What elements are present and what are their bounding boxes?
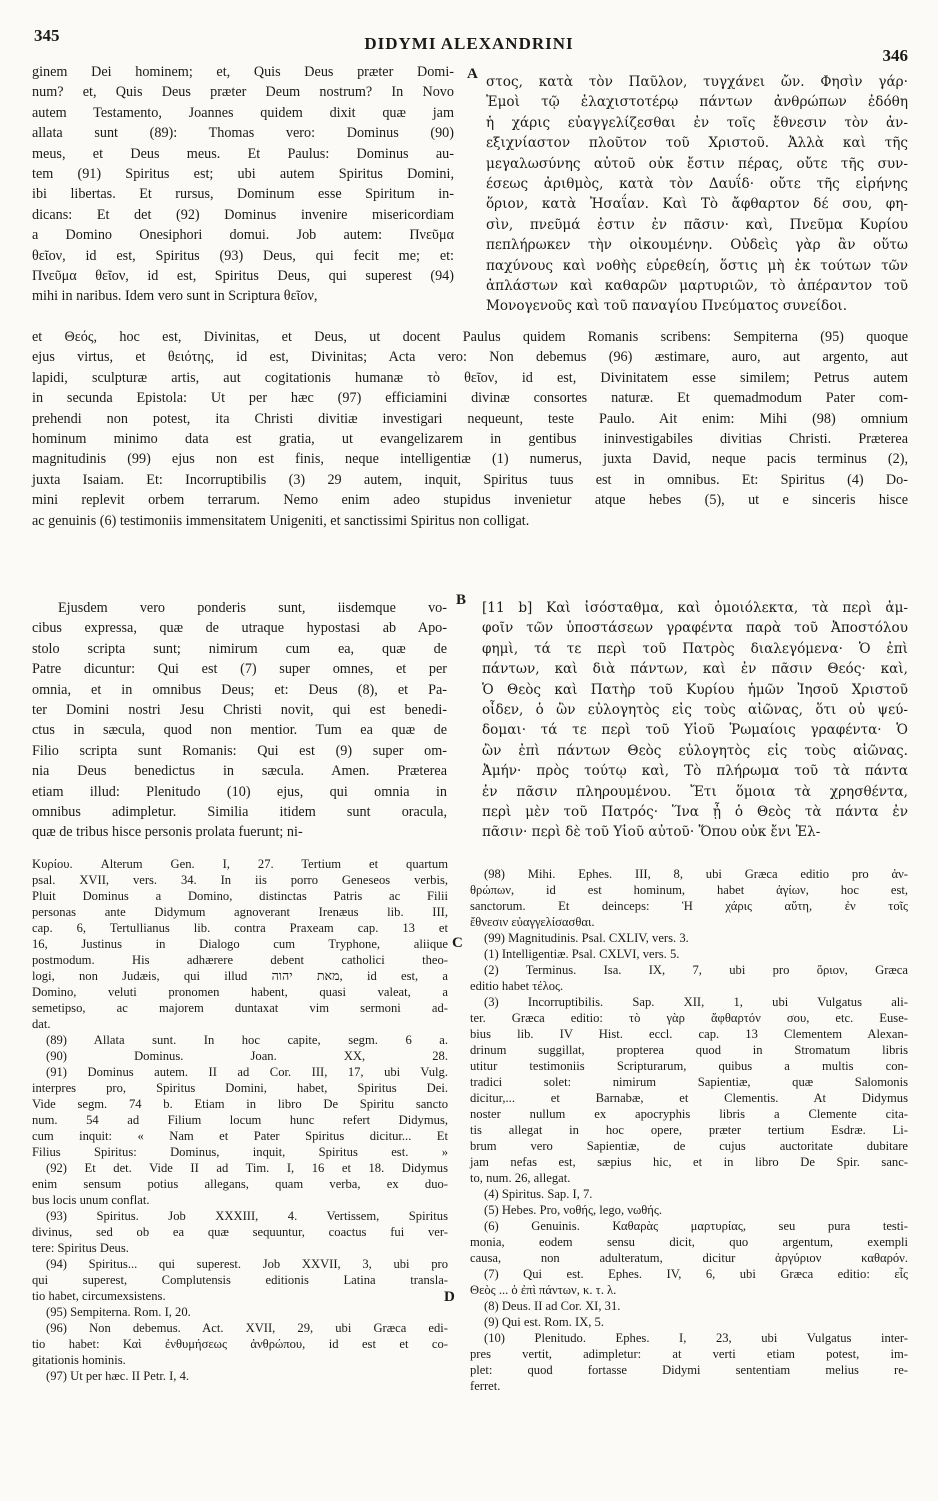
footnote-line: dicitur,... et Barnabæ, et Clementis. At Didymus (470, 1091, 908, 1105)
text-line: ctus in sæcula, quod non mentior. Tum ea quæ de (32, 722, 447, 739)
text-line: tem (91) Spiritus est; ubi autem Spiritus Domini, (32, 166, 454, 183)
footnote-line: tradici solet: nimirum Sapientiæ, quæ Salomonis (470, 1075, 908, 1089)
footnote-line: 16, Justinus in Dialogo cum Tryphone, aliique (32, 937, 448, 951)
text-line: et Θεός, hoc est, Divinitas, et Deus, ut docent Paulus quidem Romanis scribens: Sempiterna (95) quoque (32, 329, 908, 345)
footnote-line: (90) Dominus. Joan. XX, 28. (46, 1049, 448, 1063)
footnote-line: Θεὸς ... ὁ ἐπὶ πάντων, κ. τ. λ. (470, 1283, 617, 1297)
text-line: ac genuinis (6) testimoniis immensitatem Unigeniti, et sanctissimi Spiritus non colligat. (32, 512, 530, 529)
text-line: nia Deus benedictus in sæcula. Amen. Præterea (32, 763, 447, 780)
footnote-line: Pluit Dominus a Domino, distinctas Patris ac Filii (32, 889, 448, 903)
footnote-line: monia, eodem sensu dicit, quo argentum, exempli (470, 1235, 908, 1249)
text-line: in secunda Epistola: Ut per hæc (97) efficiamini divinæ consortes naturæ. Et quemadmodum Pater com- (32, 390, 908, 407)
footnote-line: (9) Qui est. Rom. IX, 5. (484, 1315, 604, 1329)
footnote-line: Domino, veluti pronomen habent, quasi valeat, a (32, 985, 448, 999)
footnote-line: (5) Hebes. Pro, νοθής, lego, νωθής. (484, 1203, 663, 1217)
page-number-right: 346 (882, 46, 908, 65)
footnote-line: tis allegat in hoc opere, præter tertium Esdræ. Li- (470, 1123, 908, 1137)
text-line: cibus expressa, quæ de utraque hypostasi ab Apo- (32, 620, 447, 637)
footnote-line: logi, non Judæis, qui illud מאת יהוה, id est, a (32, 969, 448, 983)
footnote-line: brum vero Sapientiæ, de cujus auctoritate dubitare (470, 1139, 908, 1153)
footnote-line: (99) Magnitudinis. Psal. CXLIV, vers. 3. (484, 931, 689, 945)
footnote-line: Filius Spiritus: Dominus, inquit, Spiritus est. » (32, 1145, 448, 1159)
footnote-line: (94) Spiritus... qui superest. Job XXVII, 3, ubi pro (46, 1257, 448, 1271)
footnote-line: divinus, sed ob ea quæ sequuntur, coactus fui ver- (32, 1225, 448, 1239)
margin-marker-b: B (456, 592, 467, 608)
footnote-line: (92) Et det. Vide II ad Tim. I, 16 et 18. Didymus (46, 1161, 448, 1175)
footnote-line: to, num. 26, allegat. (470, 1171, 571, 1185)
text-line: quæ de tribus hisce personis prolata fuerunt; ni- (32, 824, 303, 841)
footnote-line: gitationis hominis. (32, 1353, 126, 1367)
running-head: DIDYMI ALEXANDRINI (364, 34, 574, 53)
text-line: mihi in naribus. Idem vero sunt in Scriptura θεῖον, (32, 288, 318, 305)
text-line: hominum minimo data est gratia, ut evangelizarem in gentibus ininvestigabiles divitias Christi. Præterea (32, 431, 908, 448)
greek-text-line: παχύνους καὶ νοθὴς εὑρεθείη, ὅστις μὴ ἐκ τούτων τῶν (486, 257, 908, 274)
footnote-line: editio habet τέλος. (470, 979, 564, 993)
greek-text-line: Ἐμοὶ τῷ ἐλαχιστοτέρῳ πάντων ἀνθρώπων ἐδόθη (486, 94, 908, 111)
greek-text-line: ἡ χάρις εὐαγγελίζεσθαι ἐν τοῖς ἔθνεσιν τὸν ἀν- (486, 114, 908, 131)
footnote-line: (2) Terminus. Isa. IX, 7, ubi pro ὅριον, Græca (484, 963, 908, 977)
footnote-line: (10) Plenitudo. Ephes. I, 23, ubi Vulgatus inter- (484, 1331, 908, 1345)
footnote-line: noster nullum ex apocryphis libris a Clemente cita- (470, 1107, 908, 1121)
text-line: ibi libertas. Et rursus, Dominum esse Spiritum in- (32, 186, 454, 203)
footnote-line: (95) Sempiterna. Rom. I, 20. (46, 1305, 191, 1319)
text-line: omnia, et in omnibus Deus; et: Deus (8), et Pa- (32, 681, 447, 698)
text-line: Πνεῦμα θεῖον, id est, Spiritus Deus, qui superest (94) (32, 268, 454, 285)
footnote-line: (98) Mihi. Ephes. III, 8, ubi Græca editio pro ἀν- (484, 867, 908, 881)
text-line: mini replevit orbem terrarum. Nemo enim adeo stupidus invenietur atque hebes (5), ut e sinceris hisce (32, 492, 908, 509)
footnote-line: pres vertit, adimpletur: at verti etiam potest, im- (470, 1347, 908, 1361)
footnote-line: (93) Spiritus. Job XXXIII, 4. Vertissem, Spiritus (46, 1209, 448, 1223)
text-line: autem Testamento, Joannes quidem dixit quæ jam (32, 104, 454, 121)
footnote-line: ter. Græca editio: τὸ γὰρ ἄφθαρτόν σου, etc. Euse- (470, 1011, 908, 1025)
footnote-line: (7) Qui est. Ephes. IV, 6, ubi Græca editio: εἷς (484, 1267, 908, 1281)
greek-text-line: [11 b] Καὶ ἰσόσταθμα, καὶ ὁμοιόλεκτα, τὰ περὶ ἀμ- (482, 600, 908, 616)
greek-column-middle (482, 598, 908, 843)
greek-text-line: στος, κατὰ τὸν Παῦλον, τυγχάνει ὤν. Φησὶν γάρ· (486, 74, 908, 90)
footnote-line: cum inquit: « Nam et Pater Spiritus dicitur... Et (32, 1129, 448, 1143)
footnote-line: (97) Ut per hæc. II Petr. I, 4. (46, 1369, 190, 1383)
greek-text-line: εξιχνίαστον πλοῦτον τοῦ Χριστοῦ. Ἀλλὰ καὶ τῆς (486, 135, 908, 152)
latin-column-middle (32, 598, 447, 843)
greek-text-line: πεπλήρωκεν τὴν οἰκουμένην. Οὐδεὶς γὰρ ἂν οὕτω (486, 237, 908, 254)
footnote-line: (89) Allata sunt. In hoc capite, segm. 6 a. (46, 1033, 448, 1047)
footnote-line: num. 54 ad Filium locum hunc refert Didymus, (32, 1113, 448, 1127)
footnote-line: ἔθνεσιν εὐαγγελίσασθαι. (470, 915, 595, 929)
margin-marker-a: A (467, 66, 478, 82)
footnote-line: tio habet, circumexsistens. (32, 1289, 166, 1303)
greek-text-line: πάντων, καὶ διὰ πάντων, καὶ ἐν πᾶσιν Θεός· καὶ, (482, 661, 908, 678)
greek-column-top (486, 72, 908, 317)
text-line: θεῖον, id est, Spiritus (93) Deus, qui fecit me; et: (32, 247, 454, 264)
latin-column-top (32, 62, 454, 307)
footnote-line: causa, non adulteratum, dicitur ἀργύριον καθαρόν. (470, 1251, 908, 1265)
text-line: a Domino Onesiphori domui. Job autem: Πνεῦμα (32, 227, 454, 244)
greek-text-line: δομαι· τά τε περὶ τοῦ Υἱοῦ Ῥωμαίοις γραφέντα· Ὁ (482, 722, 908, 739)
footnote-line: jam nefas est, sæpius hic, et in libro De Spir. sanc- (470, 1155, 908, 1169)
greek-text-line: ὅριον, κατὰ Ἠσαΐαν. Καὶ Τὸ ἄφθαρτον δέ σου, φη- (486, 196, 908, 213)
text-line: ejus virtus, et θειότης, id est, Divinitas; Acta vero: Non debemus (96) æstimare, auro, aut argento, aut (32, 349, 908, 366)
footnote-line: interpres pro, Spiritus Domini, habet, Spiritus Dei. (32, 1081, 448, 1095)
footnote-line: qui superest, Complutensis editionis Latina transla- (32, 1273, 448, 1287)
greek-text-line: Μονογενοῦς καὶ τοῦ παναγίου Πνεύματος συνείδοι. (486, 298, 848, 315)
footnote-line: plet: quod fortasse Didymi sententiam melius re- (470, 1363, 908, 1377)
footnote-line: (1) Intelligentiæ. Psal. CXLVI, vers. 5. (484, 947, 680, 961)
text-line: prehendi non potest, ita Christi divitiæ investigari nequeunt, teste Paulo. Ait enim: Mihi (98) omnium (32, 410, 908, 427)
greek-text-line: έσεως ἀριθμὸς, κατὰ τὸν Δαυΐδ· οὔτε τῆς εἰρήνης (486, 176, 908, 193)
greek-text-line: ἀπλάστων καὶ καθαρῶν μαρτυριῶν, τὸ ἀπέραντον τοῦ (486, 278, 908, 295)
footnote-line: postmodum. His adhærere debent catholici theo- (32, 953, 448, 967)
text-line: dicans: Et det (92) Dominus invenire misericordiam (32, 206, 454, 223)
footnote-line: (91) Dominus autem. II ad Cor. III, 17, ubi Vulg. (46, 1065, 448, 1079)
greek-text-line: φοῖν τῶν ὑποστάσεων γραφέντα παρὰ τοῦ Ἀποστόλου (482, 620, 908, 637)
greek-text-line: Ὁ Θεὸς καὶ Πατὴρ τοῦ Κυρίου ἡμῶν Ἰησοῦ Χριστοῦ (482, 681, 908, 698)
footnote-line: bius lib. IV Hist. eccl. cap. 13 Clementem Alexan- (470, 1027, 908, 1041)
footnote-line: personas ante Didymum agnoverant Irenæus lib. III, (32, 905, 448, 919)
text-line: juxta Isaiam. Et: Incorruptibilis (3) 29 autem, inquit, Spiritus tuus est in omnibus. Et: Spiritus (4) Do- (32, 471, 908, 488)
footnote-line: ferret. (470, 1379, 501, 1393)
text-line: magnitudinis (99) ejus non est finis, neque intelligentiæ (1) numerus, juxta David, neque pacis terminus (2), (32, 451, 908, 468)
text-line: num? et, Quis Deus præter Deum nostrum? In Novo (32, 84, 454, 101)
footnote-line: dat. (32, 1017, 51, 1031)
footnote-line: (8) Deus. II ad Cor. XI, 31. (484, 1299, 621, 1313)
footnote-line: semetipso, ac majorem duntaxat vim sermoni ad- (32, 1001, 448, 1015)
footnotes-left (32, 856, 448, 1384)
text-line: ginem Dei hominem; et, Quis Deus præter Domi- (32, 64, 454, 80)
footnote-line: Vide segm. 74 b. Etiam in libro De Spiritu sancto (32, 1097, 448, 1111)
footnote-line: sanctorum. Et deinceps: Ἡ χάρις αὕτη, ἐν τοῖς (470, 899, 908, 913)
footnote-line: utitur testimoniis Scripturarum, quibus a multis con- (470, 1059, 908, 1073)
footnote-line: (96) Non debemus. Act. XVII, 29, ubi Græca edi- (46, 1321, 448, 1335)
footnote-line: tere: Spiritus Deus. (32, 1241, 129, 1255)
text-line: stolo scripta sunt; nimirum cum ea, quæ de (32, 640, 447, 657)
greek-text-line: οἶδεν, ὁ ὢν εὐλογητὸς εἰς τοὺς αἰῶνας, ὅτι οὐ ψεύ- (482, 702, 908, 719)
text-line: allata sunt (89): Thomas vero: Dominus (90) (32, 125, 454, 142)
footnote-line: (4) Spiritus. Sap. I, 7. (484, 1187, 593, 1201)
margin-marker-c: C (452, 935, 463, 951)
margin-marker-d: D (444, 1289, 455, 1305)
greek-text-line: ὢν ἐπὶ πάντων Θεὸς εὐλογητὸς εἰς τοὺς αἰῶνας. (482, 742, 908, 759)
greek-text-line: φημὶ, τά τε περὶ τοῦ Πατρὸς διαλεγόμενα· Ὁ ἐπὶ (482, 640, 908, 657)
greek-text-line: Ἀμήν· πρὸς τούτῳ καὶ, Τὸ πλήρωμα τοῦ τὰ πάντα (482, 763, 908, 780)
greek-text-line: ἐν πᾶσιν πληρουμένου. Ἔτι ὅμοια τὰ χρησθέντα, (482, 783, 908, 800)
text-line: omnibus adimpletur. Similia itidem sunt oracula, (32, 804, 447, 821)
text-line: Ejusdem vero ponderis sunt, iisdemque vo- (58, 600, 447, 616)
footnote-line: (6) Genuinis. Καθαρὰς μαρτυρίας, seu pura testi- (484, 1219, 908, 1233)
footnotes-right (470, 866, 908, 1394)
greek-text-line: πᾶσιν· περὶ δὲ τοῦ Υἱοῦ αὐτοῦ· Ὅπου οὐκ ἔνι Ἑλ- (482, 824, 821, 841)
footnote-line: psal. XVII, vers. 34. In iis porro Geneseos verbis, (32, 873, 448, 887)
text-line: Patre dicuntur: Qui est (7) super omnes, et per (32, 661, 447, 678)
text-line: Filio scripta sunt Romanis: Qui est (9) super om- (32, 742, 447, 759)
text-line: meus, et Deus meus. Et Paulus: Dominus au- (32, 145, 454, 162)
footnote-line: (3) Incorruptibilis. Sap. XII, 1, ubi Vulgatus ali- (484, 995, 908, 1009)
footnote-line: tio habet: Καὶ ἐνθυμήσεως ἀνθρώπου, id est et co- (32, 1337, 448, 1351)
footnote-line: cap. 6, Tertullianus lib. contra Praxeam cap. 13 et (32, 921, 448, 935)
text-line: etiam illud: Plenitudo (10) ejus, qui omnia in (32, 783, 447, 800)
greek-text-line: σὶν, πνεῦμά ἐστιν ἐν πᾶσιν· καὶ, Πνεῦμα Κυρίου (486, 216, 908, 233)
latin-full-width-text (32, 327, 908, 531)
footnote-line: drinum suggillat, propterea quod in Stromatum libris (470, 1043, 908, 1057)
footnote-line: enim sensum potius allegans, quam verba, ex duo- (32, 1177, 448, 1191)
footnote-line: θρώπων, id est hominum, habet ἁγίων, hoc est, (470, 883, 908, 897)
text-line: lapidi, sculpturæ artis, aut cogitationis humanæ τὸ θεῖον, id est, Divinitatem esse similem; Petrus autem (32, 369, 908, 386)
greek-text-line: περὶ μὲν τοῦ Πατρός· Ἵνα ᾖ ὁ Θεὸς τὰ πάντα ἐν (482, 804, 908, 821)
footnote-line: Κυρίου. Alterum Gen. I, 27. Tertium et quartum (32, 857, 448, 871)
greek-text-line: μεγαλωσύνης αὐτοῦ οὐκ ἔστιν πέρας, οὔτε τῆς συν- (486, 155, 908, 172)
footnote-line: bus locis unum conflat. (32, 1193, 150, 1207)
text-line: ter Domini nostri Jesu Christi novit, qui est benedi- (32, 702, 447, 719)
page-number-left: 345 (34, 26, 60, 45)
